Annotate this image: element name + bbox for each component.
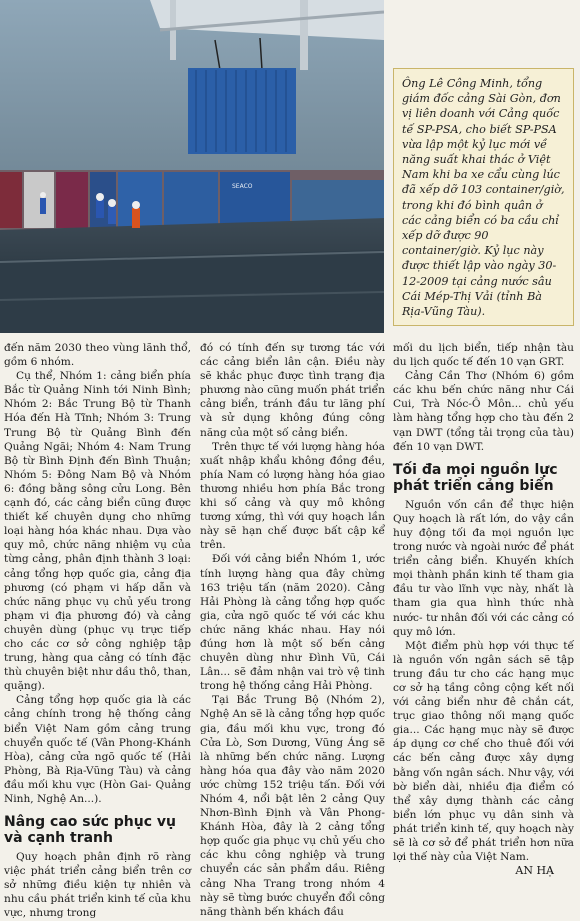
author-signature: AN HẠ: [515, 864, 554, 878]
container-label: SEACO: [232, 183, 253, 190]
article-column-2: [200, 341, 385, 919]
paragraph: Cụ thể, Nhóm 1: cảng biển phía Bắc từ Quảng Ninh tới Ninh Bình; Nhóm 2: Bắc Trung Bộ từ Thanh Hóa đến Hà Tĩnh; Nhóm 3: Trung Trung Bộ từ Quảng Bình đến Quảng Ngãi; Nhóm 4: Nam Trung Bộ từ Bình Định đến Bình Thuận; Nhóm 5: Đông Nam Bộ và Nhóm 6: đồng bằng sông cửu Long. Bên cạnh đó, các cảng biển cũng được thiết kế chuyên dụng cho những loại hàng hóa khác nhau. Dựa vào quy mô, chức năng nhiệm vụ của từng cảng, phân định thành 3 loại: cảng tổng hợp quốc gia, cảng địa phương (có phạm vi hấp dẫn và chức năng phục vụ chủ yếu trong phạm vi địa phương đó) và cảng chuyên dùng (phục vụ trực tiếp cho các cơ sở công nghiệp tập trung, hàng qua cảng có tính đặc thù chuyên biệt như dầu thô, than, quặng).: [4, 370, 191, 693]
paragraph: Tại Bắc Trung Bộ (Nhóm 2), Nghệ An sẽ là cảng tổng hợp quốc gia, đầu mối khu vực, trong đó Cửa Lò, Sơn Dương, Vũng Áng sẽ là những bến chức năng. Lượng hàng hóa qua đây vào năm 2020 ước chừng 152 triệu tấn. Đối với Nhóm 4, nổi bật lên 2 cảng Quy Nhơn-Bình Định và Vân Phong-Khánh Hòa, đây là 2 cảng tổng hợp quốc gia phục vụ chủ yếu cho các khu công nghiệp và trung chuyển các sản phẩm dầu. Riêng cảng Nha Trang trong nhóm 4 này sẽ từng bước chuyển đổi công năng thành bến khách đầu: [200, 694, 385, 918]
pull-quote: Ông Lê Công Minh, tổng giám đốc cảng Sài Gòn, đơn vị liên doanh với Cảng quốc tế SP-PSA, cho biết SP-PSA vừa lập một kỷ lục mới về năng suất khai thác ở Việt Nam khi ba xe cẩu cùng lúc đã xếp dỡ 103 container/giờ, trong khi đó bình quân ở các cảng biển có ba cầu chỉ xếp dỡ được 90 container/giờ. Kỷ lục này được thiết lập vào ngày 30-12-2009 tại cảng nước sâu Cái Mép-Thị Vải (tỉnh Bà Rịa-Vũng Tàu).: [393, 68, 574, 326]
paragraph: Quy hoạch phân định rõ ràng việc phát triển cảng biển trên cơ sở những điều kiện tự nhiên và nhu cầu phát triển kinh tế của khu vực, nhưng trong: [4, 851, 191, 920]
paragraph: Nguồn vốn cần để thực hiện Quy hoạch là rất lớn, do vậy cần huy động tối đa mọi nguồn lực trong nước và ngoài nước để phát triển cảng biển. Khuyến khích mọi thành phần kinh tế tham gia đầu tư vào lĩnh vực này, nhất là tham gia qua hình thức nhà nước- tư nhân đối với các cảng có quy mô lớn.: [393, 498, 574, 638]
paragraph: Cảng Cần Thơ (Nhóm 6) gồm các khu bến chức năng như Cái Cui, Trà Nóc-Ô Môn... chủ yếu làm hàng tổng hợp cho tàu đến 2 vạn DWT (tổng tải trọng của tàu) đến 10 vạn DWT.: [393, 370, 574, 453]
port-photo: [0, 0, 384, 333]
paragraph: Đối với cảng biển Nhóm 1, ước tính lượng hàng qua đây chừng 163 triệu tấn (năm 2020). Cảng Hải Phòng là cảng tổng hợp quốc gia, cửa ngõ quốc tế với các khu chức năng khác nhau. Hay nói đúng hơn là một số bến cảng chuyên dùng như Đình Vũ, Cái Lân... sẽ đảm nhận vai trò vệ tinh trong hệ thống cảng Hải Phòng.: [200, 553, 385, 693]
paragraph: Cảng tổng hợp quốc gia là các cảng chính trong hệ thống cảng biển Việt Nam gồm cảng trung chuyển quốc tế (Vân Phong-Khánh Hòa), cảng cửa ngõ quốc tế (Hải Phòng, Bà Rịa-Vũng Tàu) và cảng đầu mối khu vực (Hòn Gai- Quảng Ninh, Nghệ An...).: [4, 694, 191, 805]
paragraph: mối du lịch biển, tiếp nhận tàu du lịch quốc tế đến 10 vạn GRT.: [393, 342, 574, 369]
section-heading: Nâng cao sức phục vụ và cạnh tranh: [4, 814, 176, 847]
article-column-1: [4, 341, 191, 921]
paragraph: đó có tính đến sự tương tác với các cảng biển lân cận. Điều này sẽ khắc phục được tình trạng địa phương nào cũng muốn phát triển cảng biển, tránh đầu tư lãng phí và sử dụng không đúng công năng của một số cảng biển.: [200, 342, 385, 439]
paragraph: đến năm 2030 theo vùng lãnh thổ, gồm 6 nhóm.: [4, 342, 191, 369]
section-heading: Tối đa mọi nguồn lực phát triển cảng biển: [393, 461, 558, 494]
paragraph: Một điểm phù hợp với thực tế là nguồn vốn ngân sách sẽ tập trung đầu tư cho các hạng mục cơ sở hạ tầng công cộng kết nối với cảng biển như đê chắn cát, trục giao thông nối mạng quốc gia... Các hạng mục này sẽ được áp dụng cơ chế cho thuê đối với các bến cảng được xây dựng bằng vốn ngân sách. Như vậy, với bờ biển dài, nhiều địa điểm có thể xây dựng thành các cảng biển lớn phục vụ dân sinh và phát triển kinh tế, quy hoạch này sẽ là cơ sở để phát triển hơn nữa lợi thế này của Việt Nam.: [393, 639, 574, 864]
paragraph: Trên thực tế với lượng hàng hóa xuất nhập khẩu không đồng đều, phía Nam có lượng hàng hóa giao thương nhiều hơn phía Bắc trong khi số cảng và quy mô không tương xứng, thì với quy hoạch lần này sẽ hạn chế được bất cập kể trên.: [200, 440, 385, 552]
article-column-3: [393, 341, 574, 878]
